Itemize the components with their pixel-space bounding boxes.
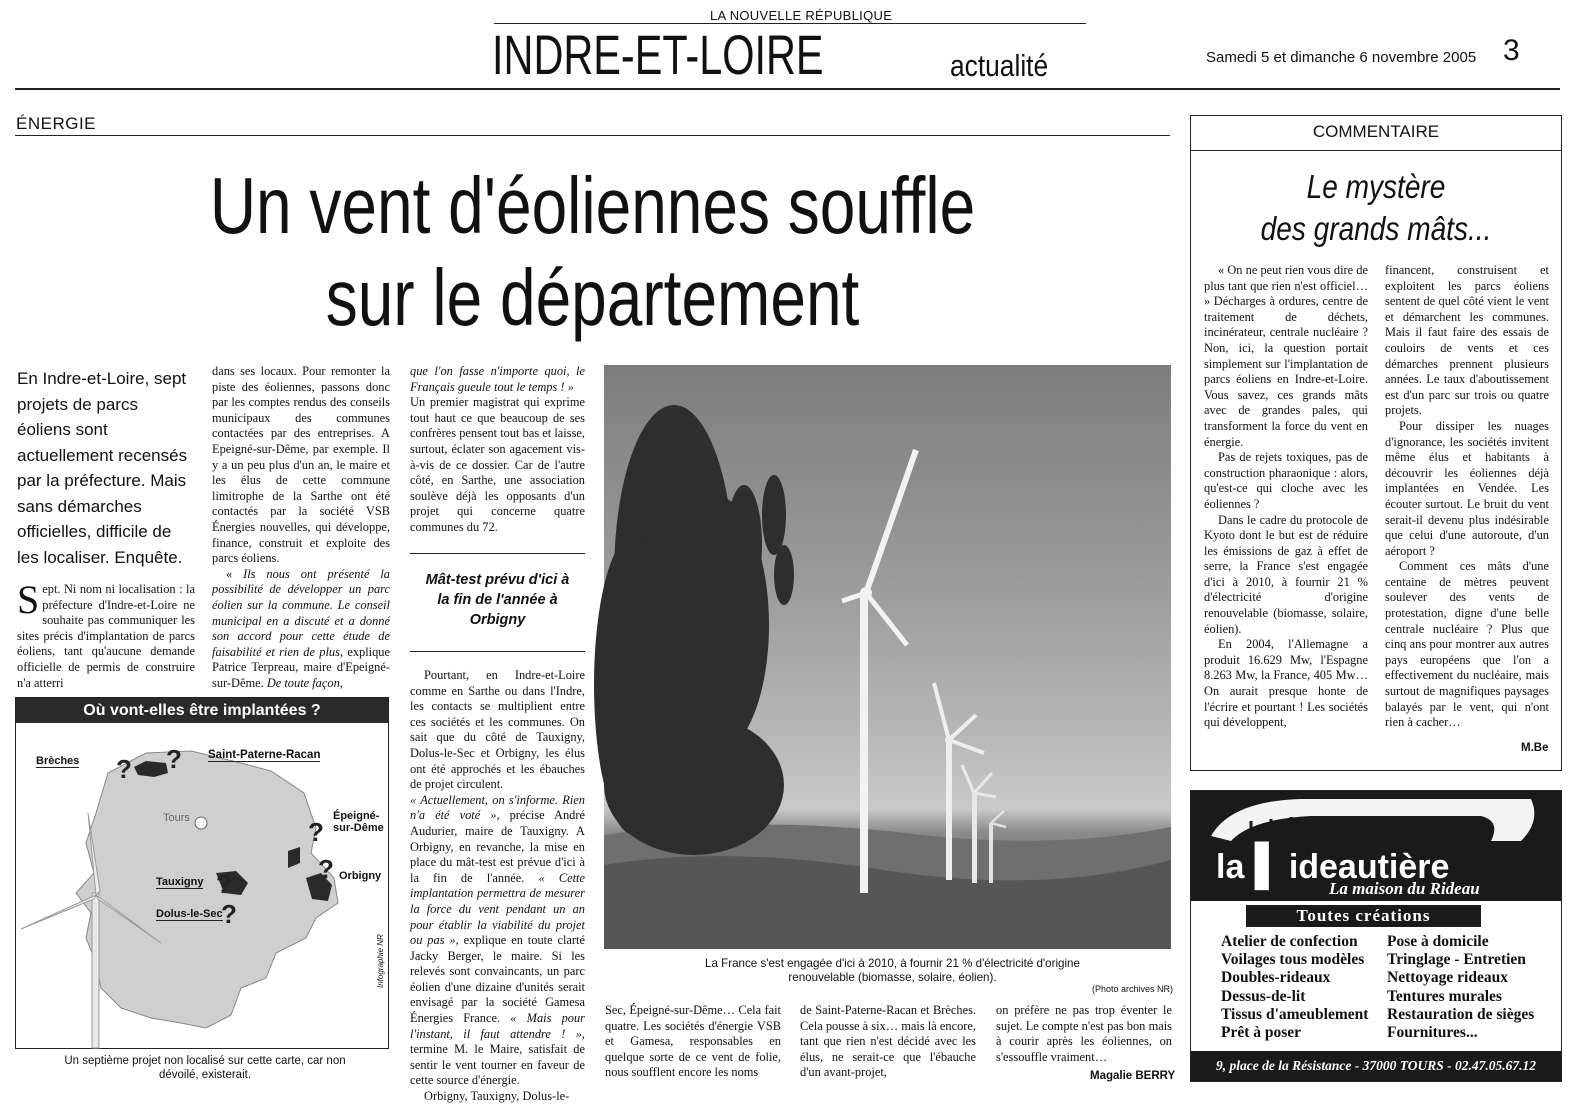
ad-address: 9, place de la Résistance - 37000 TOURS - 02.47.05.67.12 <box>1191 1051 1561 1081</box>
svg-text:?: ? <box>216 869 232 899</box>
commentary-col1 <box>1204 263 1368 763</box>
headline-line1: Un vent d'éoliennes souffle <box>209 161 976 250</box>
svg-text:?: ? <box>318 854 334 884</box>
ad-service: Dessus-de-lit <box>1221 987 1306 1005</box>
article-col2 <box>212 364 390 692</box>
commentary-col1-p2: Pas de rejets toxiques, pas de construction pharaonique : alors, qu'est-ce qui cloche avec les éoliennes ? <box>1204 450 1368 511</box>
article-col2-p2: « Ils nous ont présenté la possibilité de développer un parc éolien sur la commune. Le conseil municipal en a discuté et a donné son accord pour cette étude de faisabilité et rien de plus, explique Patrice Terpreau, maire d'Epeigné-sur-Dême. De toute façon, <box>212 566 390 690</box>
svg-text:?: ? <box>308 817 324 847</box>
ad-banner: Toutes créations <box>1246 905 1481 927</box>
ad-brand-la: la <box>1216 848 1245 886</box>
ad-services-left <box>1221 933 1406 1042</box>
dropcap: S <box>17 577 40 622</box>
photo-credit: (Photo archives NR) <box>1092 984 1174 994</box>
subhead: Mât-test prévu d'ici à la fin de l'année à Orbigny <box>425 572 570 628</box>
ad-box <box>1190 790 1562 1082</box>
section-name: actualité <box>950 48 1049 83</box>
article-col3-p1: Un premier magistrat qui exprime tout haut ce que beaucoup de ses confrères pensent tout bas et laisse, surtout, éclater son agacement vis-à-vis de ce dossier. Car de l'autre côté, en Sarthe, une association soulève déjà les opposants d'un projet qui concerne quatre communes du 72. <box>410 395 585 534</box>
svg-text:?: ? <box>116 754 132 784</box>
page-number: 3 <box>1503 34 1520 67</box>
ad-service: Atelier de confection <box>1221 933 1358 950</box>
headline <box>15 160 1170 344</box>
shrub-icon <box>594 405 794 855</box>
photo-scene <box>604 365 1171 949</box>
map-label-breches: Brèches <box>36 755 80 767</box>
commentary-title-line1: Le mystère <box>1306 168 1446 205</box>
commentary-label-rule <box>1191 150 1561 151</box>
ad-service: Fournitures... <box>1387 1024 1478 1042</box>
rubric-rule <box>15 135 1170 136</box>
subhead-bottom-rule <box>410 651 585 652</box>
commentary-col2-p1: financent, construisent et exploitent les parcs éoliens sentent de quel côté vient le vent et démarchent les communes. Mais il faut faire des essais de couloirs de vents et ces démarches prennent plusieurs années. Le taux d'aboutissement est d'un parc sur trois ou quatre projets. <box>1385 263 1549 418</box>
map-title: Où vont-elles être implantées ? <box>16 698 388 723</box>
tours-marker <box>195 817 207 829</box>
ad-service: Pose à domicile <box>1387 933 1489 950</box>
commentary-col2 <box>1385 263 1549 743</box>
article-col1 <box>17 577 195 690</box>
ad-service: Voilages tous modèles <box>1221 951 1365 969</box>
ad-service: Nettoyage rideaux <box>1387 969 1508 987</box>
author: Magalie BERRY <box>1090 1070 1176 1082</box>
commentary-title <box>1191 166 1561 250</box>
bottom-col3: on préfère ne pas trop éventer le sujet. Le compte n'est pas bon mais à courir après les éoliennes, on s'essouffle vraiment… <box>996 1003 1172 1064</box>
article-col2-p1: dans ses locaux. Pour remonter la piste des éoliennes, passons donc par les comptes rendus des conseils municipaux des communes contactées par des entreprises. A Epeigné-sur-Dême, par exemple. Il y a un peu plus d'un an, le maire et les élus de cette commune limitrophe de la Sarthe ont été contactés par la société VSB Énergies nouvelles, qui développe, finance, construit et exploite des parcs éoliens. <box>212 364 390 566</box>
bottom-col1: Sec, Épeigné-sur-Dême… Cela fait quatre. Les sociétés d'énergie VSB et Gamesa, responsables en quelque sorte de ce vent de folie, nous soufflent encore les noms <box>605 1003 781 1080</box>
subhead-top-rule <box>410 553 585 554</box>
ad-tagline: La maison du Rideau <box>1329 879 1480 898</box>
photo-caption: La France s'est engagée d'ici à 2010, à fournir 21 % d'électricité d'origine renouvelable (biomasse, solaire, éolien). <box>705 957 1080 984</box>
map-label-tauxigny: Tauxigny <box>156 876 204 888</box>
issue-date: Samedi 5 et dimanche 6 novembre 2005 <box>1206 49 1477 66</box>
ad-service: Tissus d'ameublement <box>1221 1005 1369 1023</box>
bottom-col2: de Saint-Paterne-Racan et Brèches. Cela pousse à six… mais là encore, tant que rien n'est décidé avec les élus, ne serait-ce que l'ébauche d'un avant-projet, <box>800 1003 976 1080</box>
svg-text:?: ? <box>221 899 237 929</box>
article-col3-p2: Pourtant, en Indre-et-Loire comme en Sarthe ou dans l'Indre, les contacts se multiplient entre ces sociétés et les communes. On sait que du côté de Tauxigny, Dolus-le-Sec et Orbigny, les élus ont été approchés et les ébauches de projet circulent. <box>410 668 585 792</box>
ad-service: Prêt à poser <box>1221 1024 1302 1042</box>
map-label-epeigne: Épeigné-sur-Dême <box>333 810 384 834</box>
article-col3-lower <box>410 668 585 1104</box>
commentary-box <box>1190 115 1562 771</box>
article-col3-p3: « Actuellement, on s'informe. Rien n'a été voté », précise André Audurier, maire de Tauxigny. A Orbigny, en revanche, la mise en place du mât-test est prévue d'ici à la fin de l'année. « Cette implantation permettra de mesurer la force du vent pendant un an pour établir la viabilité du projet ou pas », explique en toute clarté Jacky Berger, le maire. Si les relevés sont convaincants, un parc éolien d'une dizaine d'unités serait envisagé par la société Gamesa Énergies France. « Mais pour l'instant, il faut attendre ! », termine M. le Maire, satisfait de sentir le vent tourner en faveur de cette source d'énergie. <box>410 792 585 1088</box>
article-col1-text: ept. Ni nom ni localisation : la préfecture d'Indre-et-Loire ne souhaite pas communiquer les sites précis d'implantation de parcs éoliens, tant qu'aucune demande officielle de permis de construire n'a atterri <box>17 582 195 690</box>
region-title <box>492 24 952 86</box>
rubric: ÉNERGIE <box>16 114 97 133</box>
map-label-saint-paterne: Saint-Paterne-Racan <box>208 749 321 761</box>
commentary-col1-p1: « On ne peut rien vous dire de plus tant que rien n'est officiel… » Décharges à ordures, centre de traitement de déchets, incinérateur, centrale nucléaire ? Non, ici, la question portait simplement sur l'implantation de parcs éoliens en Indre-et-Loire. Vous savez, ces grands mâts avec de grandes pales, qui transforment la force du vent en énergie. <box>1204 263 1368 449</box>
ad-brand-r-icon: ▌ <box>1254 843 1283 887</box>
region-name: INDRE-ET-LOIRE <box>492 23 824 86</box>
lead-paragraph: En Indre-et-Loire, sept projets de parcs éoliens sont actuellement recensés par la préfecture. Mais sans démarches officielles, difficile de les localiser. Enquête. <box>17 369 188 567</box>
ad-service: Tentures murales <box>1387 987 1502 1005</box>
article-col3-p6: Orbigny, Tauxigny, Dolus-le- <box>424 1089 570 1104</box>
map-label-orbigny: Orbigny <box>339 870 382 882</box>
ad-header <box>1191 791 1561 901</box>
map-caption: Un septième projet non localisé sur cette carte, car non dévoilé, existerait. <box>64 1055 346 1081</box>
commentary-title-line2: des grands mâts... <box>1260 210 1492 247</box>
headline-line2: sur le département <box>325 253 860 342</box>
curtain-logo-icon <box>1191 791 1561 851</box>
commentary-label: COMMENTAIRE <box>1312 122 1440 141</box>
ad-brand-name: ideautière <box>1288 848 1450 886</box>
paper-name: LA NOUVELLE RÉPUBLIQUE <box>710 8 893 23</box>
commentary-signature: M.Be <box>1521 742 1549 754</box>
masthead-bottom-rule <box>15 88 1560 90</box>
map-label-tours: Tours <box>163 812 190 824</box>
ad-services-right <box>1387 933 1557 1042</box>
ad-service: Tringlage - Entretien <box>1387 951 1526 969</box>
ad-service: Doubles-rideaux <box>1221 969 1331 987</box>
wind-turbine-icon <box>842 450 916 893</box>
article-col3 <box>410 364 585 550</box>
commentary-col2-p2: Pour dissiper les nuages d'ignorance, les sociétés invitent même élus et habitants à découvrir les éoliennes déjà implantées en Vendée. Les écouter surtout. Le bruit du vent serait-il devenu plus indésirable que celui d'une autoroute, d'un aéroport ? <box>1385 418 1549 558</box>
ad-service: Restauration de sièges <box>1387 1005 1535 1023</box>
commentary-col1-p3: Dans le cadre du protocole de Kyoto dont le but est de réduire les émissions de gaz à effet de serre, la France s'est engagée d'ici à 2010, à fournir 21 % d'électricité d'origine renouvelable (biomasse, solaire, éolien). <box>1204 512 1368 636</box>
commentary-col2-p3: Comment ces mâts d'une centaine de mètres peuvent soulever des vents de protestation, digne d'une belle centrale nucléaire ? Plus que cinq ans pour montrer aux autres pays européens que l'on a effectivement du nucléaire, mais surtout de magnifiques paysages balayés par le vent, qui n'ont rien à cacher… <box>1385 559 1549 730</box>
map-label-dolus: Dolus-le-Sec <box>156 908 223 920</box>
map-box <box>15 697 389 1049</box>
infographie-credit: Infographie NR <box>376 934 385 988</box>
commentary-col1-p4: En 2004, l'Allemagne a produit 16.629 Mw, l'Espagne 8.263 Mw, la France, 405 Mw… On aurait presque honte de l'écrire et pourtant ! Les sociétés qui développent, <box>1204 637 1368 730</box>
department-outline <box>76 751 338 1028</box>
svg-text:?: ? <box>166 744 182 774</box>
article-col3-top: que l'on fasse n'importe quoi, le Français gueule tout le temps ! » <box>410 364 585 394</box>
wind-turbine-photo <box>604 365 1171 949</box>
